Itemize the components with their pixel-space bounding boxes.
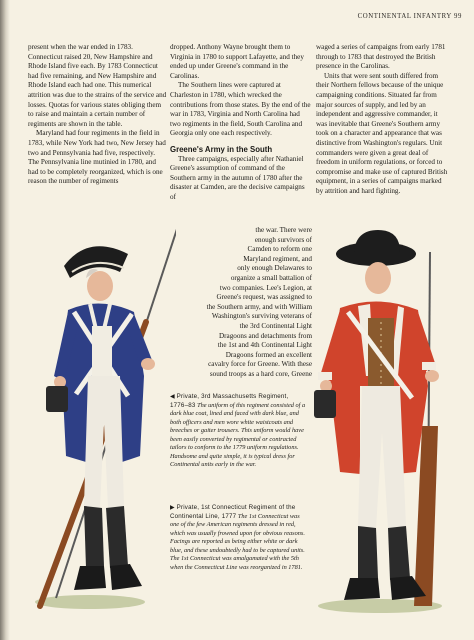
paragraph: Units that were sent south differed from their Northern fellows because of the unique campaigning conditions. Situated far from major sources of supply, and led by an independent and aggressive commander, it was inevitable that Greene's Southern army took on a character and appearance that was distinctive from Washington's regulars. Unit commanders were given a great deal of freedom in uniform regulations, or forced to compromise and make use of captured British equipment, in a series of campaigns marked by attrition and hard fighting.: [316, 71, 448, 195]
caption-title: Private, 1st Connecticut Regiment of the Continental Line, 1777: [170, 504, 296, 520]
figure-caption-2: [170, 504, 308, 572]
text-column-2: [170, 43, 312, 203]
text-line: the war. There were: [255, 226, 312, 234]
wrapped-text-block: [170, 226, 312, 386]
caption-arrow-icon: ◀: [170, 394, 175, 400]
text-line: sound troops as a hard core, Greene: [209, 370, 312, 378]
paragraph: Three campaigns, especially after Nathaniel Greene's assumption of command of the Southern army in the autumn of 1780 after the disaster at Camden, are the decisive campaigns of: [170, 154, 305, 201]
illustration-connecticut-private: [300, 226, 470, 616]
figure-caption-1: [170, 393, 308, 470]
text-line: the 3rd Continental Light: [239, 322, 312, 330]
text-line: Greene's request, was assigned to: [216, 293, 312, 302]
text-line: Washington's surviving veterans of: [211, 312, 312, 321]
text-line: organize a small battalion of: [230, 274, 312, 282]
paragraph: present when the war ended in 1783. Connecticut raised 20, New Hampshire and Rhode Island five each. By 1783 Connecticut had five remaining, and New Hampshire and Rhode Island each had one. This numerical attrition was due to the strains of the service and losses. Quotas for various states obliging them to raise and maintain a certain number of regiments are shown in the table.: [28, 43, 167, 128]
caption-body: The uniform of this regiment consisted of a dark blue coat, lined and faced with dark blue, and both officers and men wore white waistcoats and breeches or gaiter trousers. This uniform would have been easily converted by regimental or contracted tailors to conform to the 1779 uniform regulations. Handsome and quite simple, it is typical dress for Continental units early in the war.: [170, 401, 306, 468]
caption-title: Private, 3rd Massachusetts Regiment, 1776–83: [170, 393, 289, 409]
text-line: the 1st and 4th Continental Light: [217, 341, 312, 350]
text-line: two companies. Lee's Legion, at: [219, 283, 312, 292]
paragraph: waged a series of campaigns from early 1781 through to 1783 that destroyed the British presence in the Carolinas.: [316, 43, 446, 71]
text-line: Maryland regiment, and: [243, 254, 312, 263]
running-head: CONTINENTAL INFANTRY 99: [357, 13, 462, 20]
text-line: only enough Delawares to: [237, 264, 312, 273]
caption-body: The 1st Connecticut was one of the few American regiments dressed in red, which was usually frowned upon for obvious reasons. Facings are reported as being either white or dark blue, and these undoubtedly had to be captured units. The 1st Connecticut was amalgamated with the 5th when the Connecticut Line was reorganized in 1781.: [170, 512, 305, 571]
text-line: Dragoons formed an excellent: [225, 350, 312, 359]
paragraph: dropped. Anthony Wayne brought them to Virginia in 1780 to support Lafayette, and they ended up under Greene's command in the Carolinas.: [170, 43, 304, 80]
text-line: cavalry force for Greene. With these: [208, 360, 312, 369]
caption-arrow-icon: ▶: [170, 505, 175, 511]
text-column-3: [316, 43, 448, 197]
paragraph: The Southern lines were captured at Charleston in 1780, which wrecked the contributions from those states. By the end of the war in 1783, Virginia and North Carolina had two regiments in the field, South Carolina and Georgia only one each respectively.: [170, 81, 311, 138]
section-heading: Greene's Army in the South: [170, 144, 273, 154]
page-gutter-shadow: [0, 0, 10, 640]
text-line: Camden to reform one: [247, 245, 312, 254]
text-column-1: [28, 43, 167, 187]
text-line: enough survivors of: [254, 235, 312, 244]
text-line: the Southern army, and with William: [206, 302, 312, 311]
text-line: Dragoons and detachments from: [219, 331, 312, 340]
paragraph: Maryland had four regiments in the field in 1783, while New York had two, New Jersey had two and Pennsylvania had five, respectively. The Pennsylvania line mutinied in 1780, and had to be completely reorganized, which is one reason the number of regiments: [28, 129, 166, 186]
illustration-massachusetts-private: [28, 226, 176, 616]
